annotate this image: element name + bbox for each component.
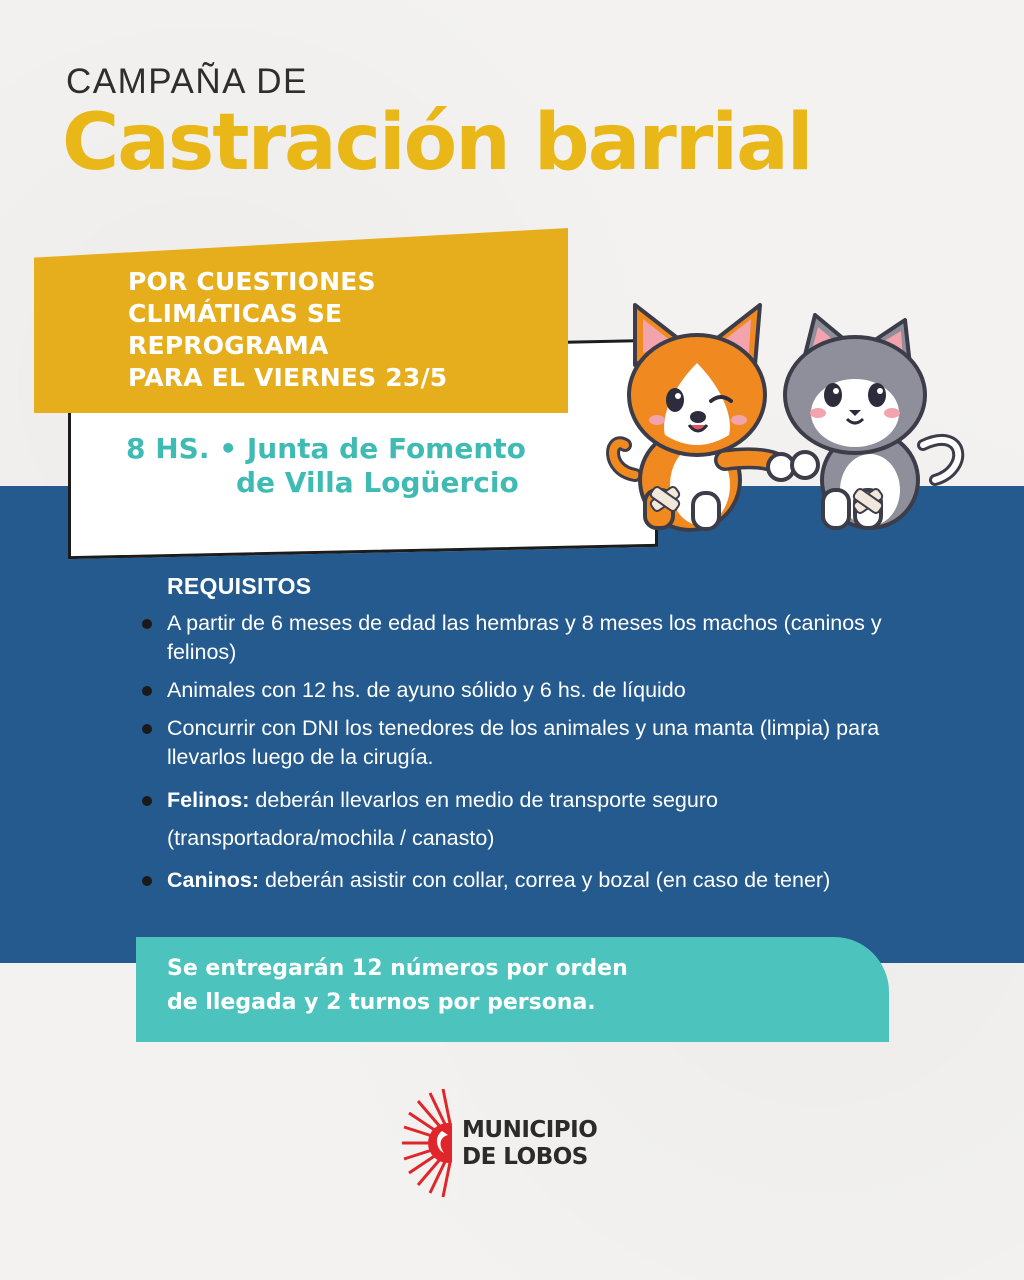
requirement-text: deberán asistir con collar, correa y bozal (en caso de tener) [264,868,831,892]
requirement-text: deberán llevarlos en medio de transporte seguro [255,788,718,812]
municipio-logo-text [462,1117,597,1171]
bullet-icon [142,686,152,696]
requirements-title: REQUISITOS [167,573,312,599]
logo-line-1: MUNICIPIO [462,1117,598,1143]
dog-icon [613,305,818,530]
list-item [140,781,930,857]
requirement-bold: Caninos: [167,868,259,892]
requirement-text: A partir de 6 meses de edad las hembras y 8 meses los machos (caninos y felinos) [167,611,882,664]
requirement-text: Concurrir con DNI los tenedores de los animales y una manta (limpia) para llevarlos luego de la cirugía. [167,716,880,769]
cat-icon [785,315,958,528]
requirement-bold: Felinos: [167,788,250,812]
bullet-icon [142,724,152,734]
event-place-line-2: de Villa Logüercio [236,466,519,499]
reschedule-text [128,266,548,394]
dog-and-cat-illustration [605,295,975,540]
campaign-title: Castración barrial [62,98,812,188]
municipio-sun-icon [398,1087,458,1199]
note-line-1: Se entregarán 12 números por orden [167,956,628,981]
campaign-kicker: CAMPAÑA DE [66,62,308,101]
logo-line-2: DE LOBOS [462,1144,588,1170]
note-line-2: de llegada y 2 turnos por persona. [167,990,596,1015]
requirement-extra: (transportadora/mochila / canasto) [167,826,495,850]
reschedule-line-2: CLIMÁTICAS SE [128,299,343,328]
bullet-icon [142,619,152,629]
bullet-icon [142,876,152,886]
event-place-line-1: 8 HS. • Junta de Fomento [126,432,526,465]
list-item [140,676,930,705]
list-item [140,714,930,772]
reschedule-line-4: PARA EL VIERNES 23/5 [128,363,448,392]
requirements-list [140,609,930,895]
event-place [126,432,576,500]
note-text [167,952,787,1020]
bullet-icon [142,796,152,806]
reschedule-line-1: POR CUESTIONES [128,267,376,296]
reschedule-line-3: REPROGRAMA [128,331,329,360]
list-item [140,866,930,895]
list-item [140,609,930,667]
requirement-text: Animales con 12 hs. de ayuno sólido y 6 hs. de líquido [167,678,686,702]
